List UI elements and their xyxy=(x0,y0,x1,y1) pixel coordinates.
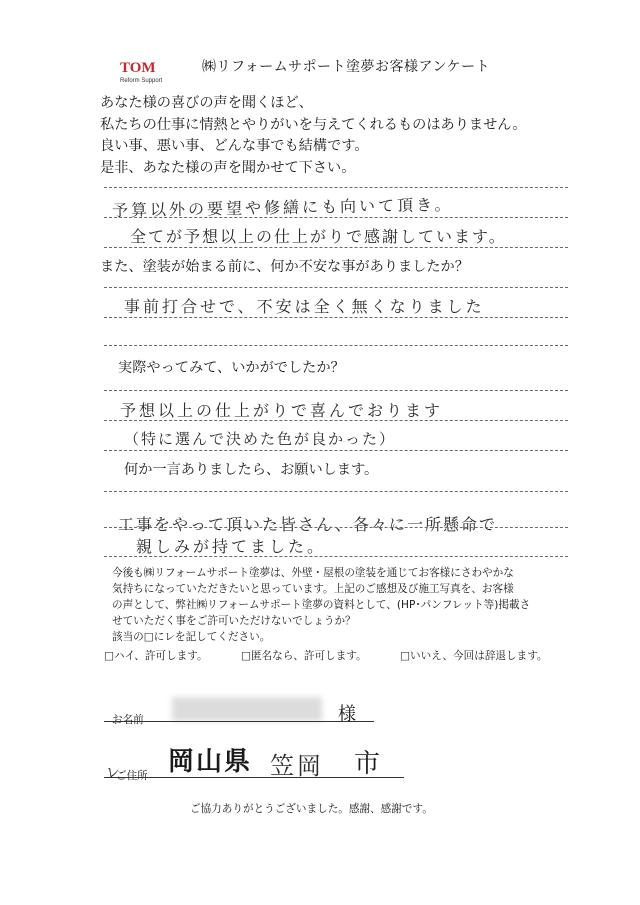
question-4: 何か一言ありましたら、お願いします。 xyxy=(124,462,379,478)
answer-rule xyxy=(104,317,568,318)
choice-decline-checkbox[interactable]: □いいえ、今回は辞退します。 xyxy=(400,650,548,662)
logo-mark xyxy=(116,56,176,86)
address-city-suffix: 市 xyxy=(354,749,381,779)
intro-line: あなた様の喜びの声を聞くほど、 xyxy=(100,95,313,111)
intro-line: 是非、あなた様の声を聞かせて下さい。 xyxy=(100,159,356,176)
name-redacted xyxy=(172,697,322,721)
notice-line: せていただく事をご許可いただけないでしょうか？ xyxy=(112,615,356,627)
answer-rule xyxy=(104,390,568,391)
logo-subtext: Reform Support xyxy=(120,78,163,84)
address-city-handwritten: 笠岡 xyxy=(270,752,324,780)
answer-1-line-1: 予算以外の要望や修繕にも向いて頂き。 xyxy=(111,195,454,220)
answer-3-line-1: 予想以上の仕上がりで喜んでおります xyxy=(120,401,444,420)
notice-line: 該当の□にレを記してください。 xyxy=(112,631,271,643)
question-2: また、塗装が始まる前に、何か不安な事がありましたか？ xyxy=(100,259,469,275)
notice-line: 気持ちになっていただきたいと思っています。上記のご感想及び施工写真を、お客様 xyxy=(112,583,514,595)
answer-4-line-2: 親しみが持てました。 xyxy=(136,537,327,556)
answer-rule xyxy=(104,450,568,451)
answer-rule xyxy=(104,527,568,528)
answer-4-line-1: 工事をやって頂いた皆さん、各々に一所懸命で xyxy=(118,515,497,534)
choice-anonymous-checkbox[interactable]: □匿名なら、許可します。 xyxy=(240,650,367,662)
address-label: ご住所 xyxy=(116,770,148,782)
honorific: 様 xyxy=(338,704,356,725)
question-3: 実際やってみて、いかがでしたか？ xyxy=(118,360,345,376)
consent-choices xyxy=(104,648,578,663)
answer-rule xyxy=(104,287,568,288)
choice-yes-checkbox[interactable]: □ハイ、許可します。 xyxy=(104,650,208,662)
notice-line: 今後も㈱リフォームサポート塗夢は、外壁・屋根の塗装を通じてお客様にさわやかな xyxy=(112,567,514,579)
answer-rule xyxy=(104,420,568,421)
intro-line: 私たちの仕事に情熱とやりがいを与えてくれるものはありません。 xyxy=(100,116,527,133)
name-underline xyxy=(104,721,374,722)
answer-rule xyxy=(104,187,568,188)
address-prefecture: 岡山県 xyxy=(168,747,253,777)
intro-line: 良い事、悪い事、どんな事でも結構です。 xyxy=(100,138,369,154)
answer-rule xyxy=(104,556,568,557)
survey-title: ㈱リフォームサポート塗夢お客様アンケート xyxy=(202,59,491,75)
answer-rule xyxy=(104,345,568,346)
address-check-mark: レ xyxy=(104,763,122,783)
answer-rule xyxy=(104,491,568,492)
intro-text xyxy=(100,93,526,179)
logo-text: TOM xyxy=(120,60,156,76)
company-logo xyxy=(116,56,176,86)
thank-you-footer: ご協力ありがとうございました。感謝、感謝です。 xyxy=(190,803,433,815)
answer-rule xyxy=(104,217,568,218)
answer-2-line-1: 事前打合せで、不安は全く無くなりました xyxy=(124,297,485,316)
address-underline xyxy=(104,777,404,778)
answer-3-line-2: （特に選んで決めた色が良かった） xyxy=(124,430,397,448)
name-label: お名前 xyxy=(112,714,144,726)
answer-rule xyxy=(104,247,568,248)
answer-1-line-2: 全てが予想以上の仕上がりで感謝しています。 xyxy=(130,227,507,246)
notice-line: の声として、弊社㈱リフォームサポート塗夢の資料として、(HP･パンフレット等)掲載さ xyxy=(112,599,531,611)
consent-notice xyxy=(112,565,582,645)
